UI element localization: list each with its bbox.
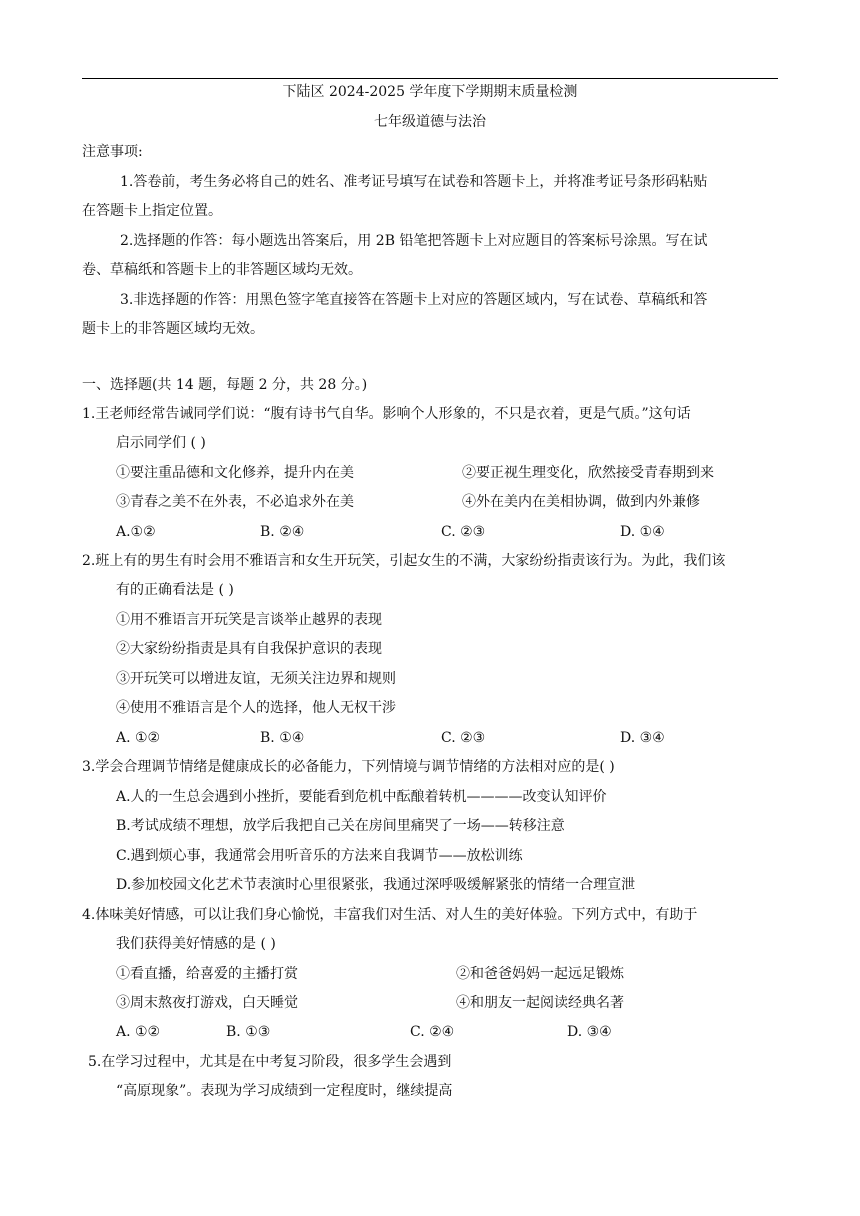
q2-choice-d: D. ③④ [620, 730, 665, 746]
notice-item-3-line-1: 3.非选择题的作答：用黑色签字笔直接答在答题卡上对应的答题区域内，写在试卷、草稿纸和答 [120, 292, 708, 308]
q5-stem-line-1: 5.在学习过程中，尤其是在中考复习阶段，很多学生会遇到 [88, 1054, 452, 1070]
q4-statement-1: ①看直播，给喜爱的主播打赏 [116, 966, 298, 982]
q5-stem-line-2: “高原现象”。表现为学习成绩到一定程度时，继续提高 [116, 1083, 453, 1099]
q1-statement-2: ②要正视生理变化，欣然接受青春期到来 [462, 465, 714, 481]
notice-item-2-line-1: 2.选择题的作答：每小题选出答案后，用 2B 铅笔把答题卡上对应题目的答案标号涂黑。写在试 [120, 233, 708, 249]
q1-statement-4: ④外在美内在美相协调，做到内外兼修 [462, 494, 700, 510]
q1-stem-line-2: 启示同学们 ( ) [116, 435, 206, 451]
q1-choice-d: D. ①④ [620, 524, 665, 540]
q2-choice-a: A. ①② [116, 730, 161, 746]
notice-item-2-line-2: 卷、草稿纸和答题卡上的非答题区域均无效。 [82, 262, 362, 278]
notice-heading: 注意事项: [82, 144, 143, 160]
q2-statement-2: ②大家纷纷指责是具有自我保护意识的表现 [116, 641, 382, 657]
q1-statement-3: ③青春之美不在外表，不必追求外在美 [116, 494, 354, 510]
q2-stem-line-1: 2.班上有的男生有时会用不雅语言和女生开玩笑，引起女生的不满，大家纷纷指责该行为。为此，我们该 [82, 553, 726, 569]
q2-choice-c: C. ②③ [441, 730, 486, 746]
q4-stem-line-2: 我们获得美好情感的是 ( ) [116, 936, 276, 952]
q4-choice-b: B. ①③ [226, 1024, 271, 1040]
q4-choice-a: A. ①② [116, 1024, 161, 1040]
q2-statement-1: ①用不雅语言开玩笑是言谈举止越界的表现 [116, 612, 382, 628]
q3-choice-a: A.人的一生总会遇到小挫折，要能看到危机中酝酿着转机————改变认知评价 [116, 789, 607, 805]
q2-statement-4: ④使用不雅语言是个人的选择，他人无权干涉 [116, 700, 396, 716]
q4-choice-d: D. ③④ [567, 1024, 612, 1040]
q4-statement-2: ②和爸爸妈妈一起远足锻炼 [456, 966, 624, 982]
q1-stem-line-1: 1.王老师经常告诫同学们说：“腹有诗书气自华。影响个人形象的，不只是衣着，更是气质。”这句话 [82, 406, 691, 422]
q4-stem-line-1: 4.体味美好情感，可以让我们身心愉悦，丰富我们对生活、对人生的美好体验。下列方式中，有助于 [82, 907, 698, 923]
q1-statement-1: ①要注重品德和文化修养，提升内在美 [116, 465, 354, 481]
q3-choice-d: D.参加校园文化艺术节表演时心里很紧张，我通过深呼吸缓解紧张的情绪一合理宣泄 [116, 877, 636, 893]
section-heading: 一、选择题(共 14 题，每题 2 分，共 28 分。) [82, 377, 368, 393]
q2-stem-line-2: 有的正确看法是 ( ) [116, 582, 234, 598]
q3-stem: 3.学会合理调节情绪是健康成长的必备能力，下列情境与调节情绪的方法相对应的是( ) [82, 759, 615, 775]
q4-statement-3: ③周末熬夜打游戏，白天睡觉 [116, 995, 298, 1011]
q1-choice-a: A.①② [116, 524, 156, 540]
header-rule [82, 78, 778, 79]
q4-choice-c: C. ②④ [410, 1024, 455, 1040]
q1-choice-c: C. ②③ [441, 524, 486, 540]
q2-statement-3: ③开玩笑可以增进友谊，无须关注边界和规则 [116, 671, 396, 687]
notice-item-1-line-2: 在答题卡上指定位置。 [82, 203, 222, 219]
q3-choice-c: C.遇到烦心事，我通常会用听音乐的方法来自我调节——放松训练 [116, 848, 523, 864]
q3-choice-b: B.考试成绩不理想，放学后我把自己关在房间里痛哭了一场——转移注意 [116, 818, 565, 834]
q2-choice-b: B. ①④ [260, 730, 305, 746]
exam-title: 下陆区 2024-2025 学年度下学期期末质量检测 [282, 84, 578, 100]
q4-statement-4: ④和朋友一起阅读经典名著 [456, 995, 624, 1011]
notice-item-1-line-1: 1.答卷前，考生务必将自己的姓名、准考证号填写在试卷和答题卡上，并将准考证号条形码粘贴 [120, 174, 708, 190]
notice-item-3-line-2: 题卡上的非答题区域均无效。 [82, 321, 264, 337]
exam-subject: 七年级道德与法治 [374, 114, 486, 130]
q1-choice-b: B. ②④ [260, 524, 305, 540]
